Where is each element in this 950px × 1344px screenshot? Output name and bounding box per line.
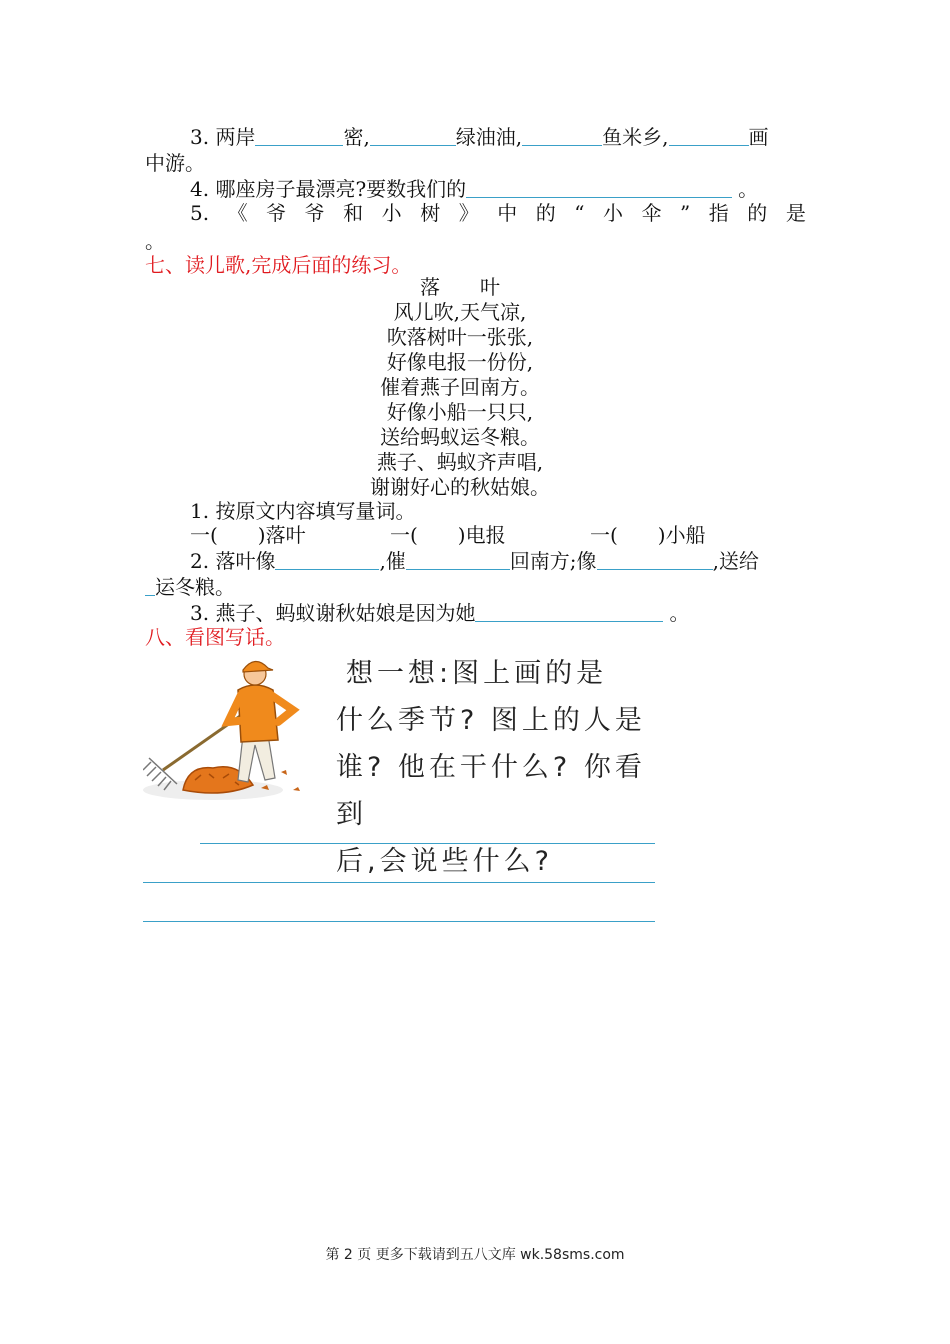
page-footer: 第 2 页 更多下载请到五八文库 wk.58sms.com (325, 1247, 625, 1263)
q6-item4 (190, 176, 758, 202)
item5-char: 是 (785, 201, 806, 225)
item5-char: 小 (603, 201, 623, 225)
blank-item2-3[interactable] (597, 549, 713, 570)
section8-heading: 八、看图写话。 (145, 625, 285, 649)
q6-item5-cont: 。 (145, 229, 165, 253)
blank-item2-4[interactable] (145, 575, 155, 596)
item4-end: 。 (738, 177, 759, 201)
measure-a[interactable]: 一( )落叶 (190, 523, 306, 547)
poem-line: 好像小船一只只, (386, 400, 534, 424)
item5-char: 的 (747, 201, 768, 225)
q7-item1: 1. 按原文内容填写量词。 (190, 499, 416, 523)
item2-part-3: 回南方;像 (509, 549, 597, 573)
blank-1[interactable] (255, 125, 343, 146)
blank-2[interactable] (370, 125, 456, 146)
poem-line: 谢谢好心的秋姑娘。 (370, 475, 550, 499)
item5-char: 》 (458, 201, 479, 225)
item5-char: 的 (535, 201, 556, 225)
prompt-line: 谁? 他在干什么? 你看到 (336, 752, 646, 830)
item5-char: 树 (420, 201, 441, 225)
poem-line: 催着燕子回南方。 (380, 375, 540, 399)
q7-item3 (190, 600, 689, 626)
q7-item2 (190, 548, 759, 574)
item5-char: “ (574, 201, 585, 225)
item3b-text: 3. 燕子、蚂蚁谢秋姑娘是因为她 (190, 601, 476, 625)
item5-char: 中 (497, 201, 518, 225)
poem-line: 风儿吹,天气凉, (393, 300, 527, 324)
poem-line: 吹落树叶一张张, (386, 325, 534, 349)
item2-part-2: ,催 (379, 549, 406, 573)
q7-item2-cont (145, 574, 235, 600)
item5-char: ” (680, 201, 691, 225)
writing-line-2[interactable] (143, 882, 655, 883)
item5-char: 指 (708, 201, 729, 225)
q6-item3-cont: 中游。 (145, 151, 205, 175)
q6-item3 (190, 124, 769, 150)
item2-part-4: ,送给 (712, 549, 759, 573)
item5-char: 爷 (304, 201, 325, 225)
item2-cont: 运冬粮。 (155, 575, 235, 599)
item3-word-3: 鱼米乡, (602, 125, 669, 149)
blank-item2-1[interactable] (275, 549, 379, 570)
poem (330, 275, 590, 500)
blank-4[interactable] (669, 125, 749, 146)
blank-item2-2[interactable] (406, 549, 510, 570)
prompt-line: 想一想:图上画的是 (346, 658, 608, 689)
poem-line: 燕子、蚂蚁齐声唱, (376, 450, 544, 474)
blank-item4[interactable] (466, 177, 732, 198)
writing-line-1[interactable] (200, 843, 655, 844)
item3-word-2: 绿油油, (455, 125, 523, 149)
writing-prompt (336, 650, 656, 885)
section7-heading: 七、读儿歌,完成后面的练习。 (145, 253, 412, 277)
raking-worker-illustration (143, 650, 308, 805)
item5-char: 爷 (266, 201, 287, 225)
poem-line: 好像电报一份份, (386, 350, 534, 374)
item5-char: 《 (227, 201, 248, 225)
measure-c[interactable]: 一( )小船 (590, 523, 706, 547)
prompt-line: 什么季节? 图上的人是 (336, 705, 646, 736)
item4-text: 4. 哪座房子最漂亮?要数我们的 (190, 177, 467, 201)
blank-item3b[interactable] (475, 601, 663, 622)
item3-prefix: 3. 两岸 (190, 125, 256, 149)
poem-line: 送给蚂蚁运冬粮。 (380, 425, 540, 449)
item5-char: 小 (381, 201, 402, 225)
prompt-line: 后,会说些什么? (336, 846, 553, 877)
item2-part-1: 2. 落叶像 (190, 549, 276, 573)
measure-b[interactable]: 一( )电报 (390, 523, 506, 547)
item5-char: 伞 (641, 201, 662, 225)
item3-word-4: 画 (748, 125, 769, 149)
blank-3[interactable] (522, 125, 602, 146)
poem-title: 落 叶 (420, 275, 500, 299)
q6-item5 (190, 200, 806, 226)
writing-line-3[interactable] (143, 921, 655, 922)
item3b-end: 。 (669, 601, 690, 625)
item5-char: 和 (343, 201, 364, 225)
item5-char: 5. (190, 201, 210, 225)
item3-word-1: 密, (343, 125, 370, 149)
